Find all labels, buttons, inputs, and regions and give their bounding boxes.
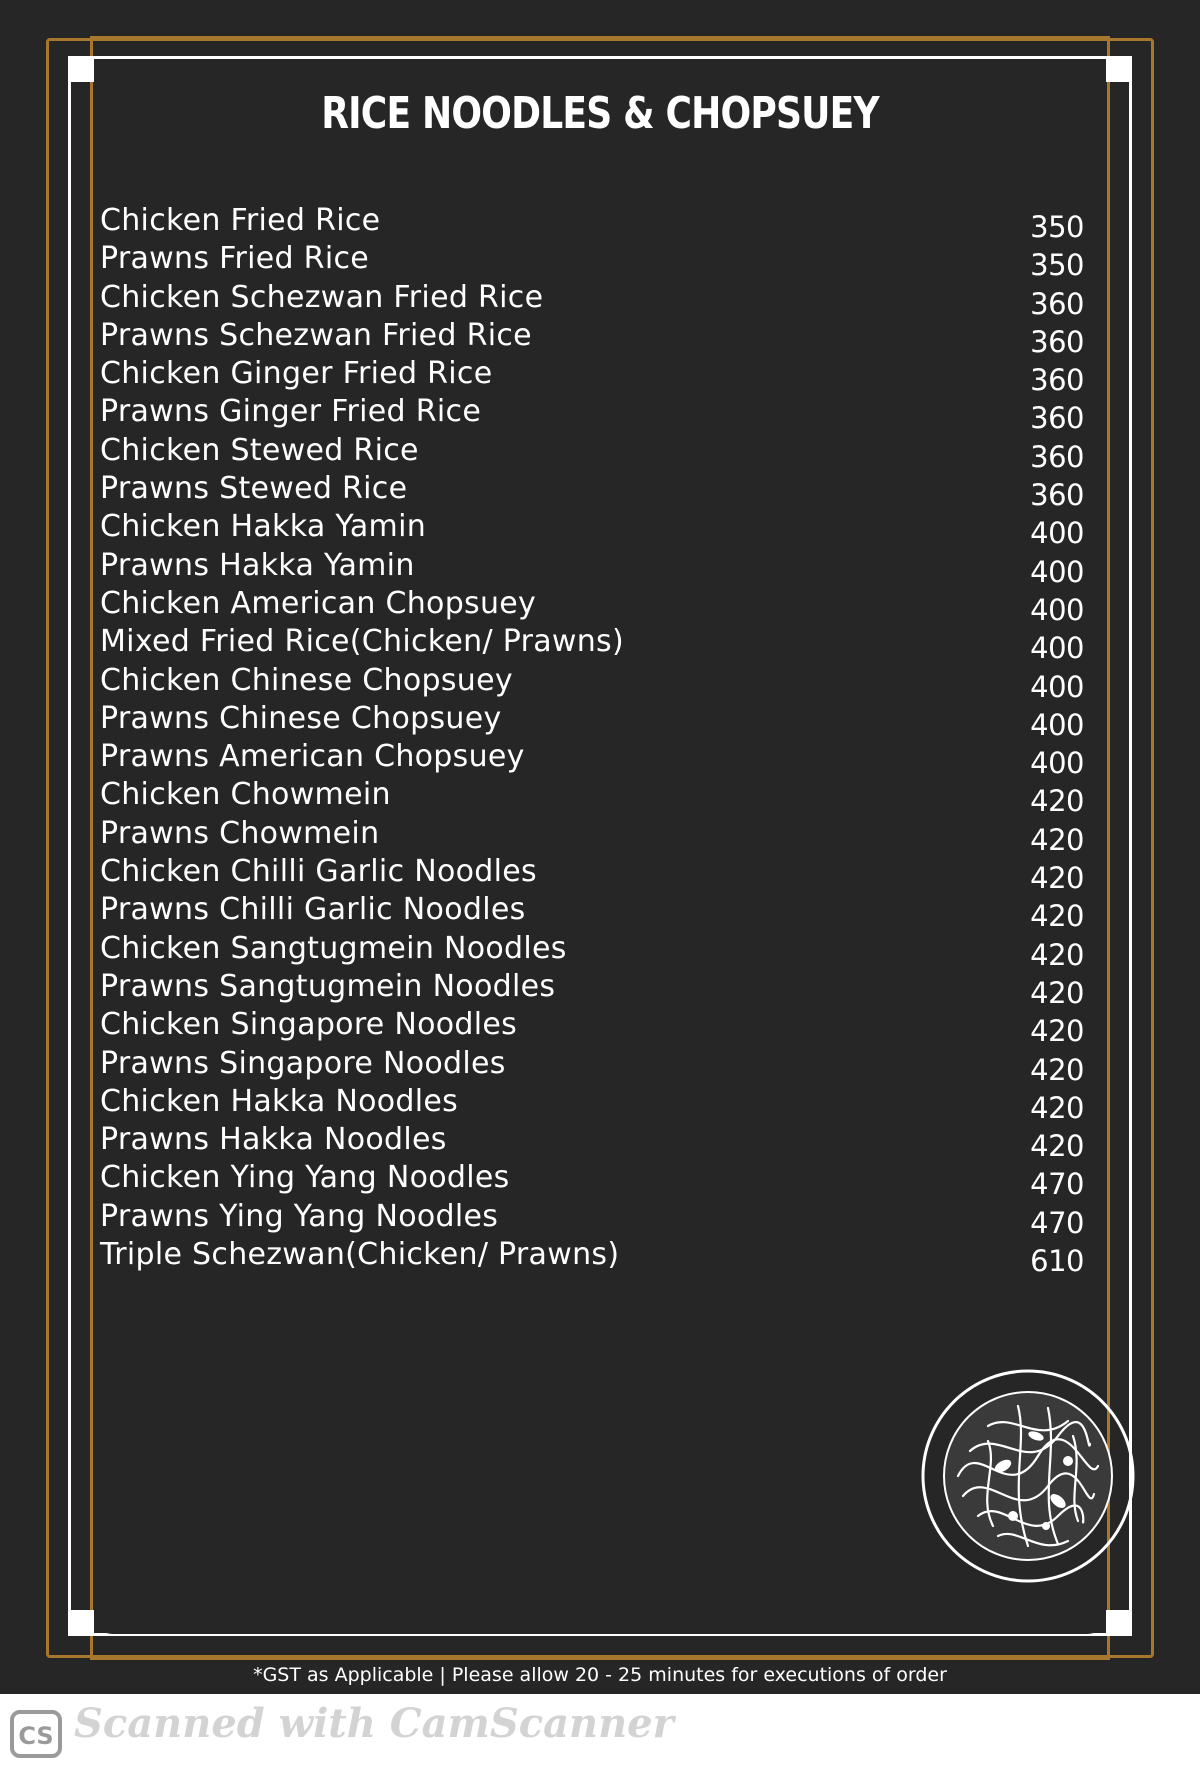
frame-corner <box>1106 56 1132 82</box>
noodle-plate-icon <box>918 1366 1138 1586</box>
item-price: 360 <box>1030 363 1084 398</box>
item-name: Prawns Fried Rice <box>100 241 370 277</box>
menu-item <box>100 891 1090 934</box>
item-price: 400 <box>1030 669 1084 704</box>
item-name: Chicken Chowmein <box>100 777 391 813</box>
menu-item <box>100 393 1090 436</box>
menu-item <box>100 1045 1090 1087</box>
menu-item <box>100 853 1090 896</box>
frame-corner <box>1106 1610 1132 1636</box>
item-price: 420 <box>1030 1090 1084 1125</box>
item-price: 420 <box>1030 975 1084 1010</box>
menu-item <box>100 1121 1090 1164</box>
item-name: Prawns Hakka Noodles <box>100 1122 447 1158</box>
item-name: Chicken Chilli Garlic Noodles <box>100 854 537 890</box>
menu-item <box>100 738 1090 781</box>
item-name: Prawns Hakka Yamin <box>100 547 415 583</box>
menu-item <box>100 1198 1090 1240</box>
item-price: 360 <box>1030 401 1084 436</box>
item-name: Chicken Chinese Chopsuey <box>100 662 513 698</box>
menu-item <box>100 968 1090 1010</box>
item-name: Prawns Chilli Garlic Noodles <box>100 892 526 928</box>
menu-item <box>100 1083 1090 1125</box>
item-name: Chicken Hakka Noodles <box>100 1083 459 1119</box>
footer-note: *GST as Applicable | Please allow 20 - 25 minutes for executions of order <box>253 1664 947 1686</box>
menu-item <box>100 432 1090 474</box>
item-price: 420 <box>1030 1129 1084 1164</box>
menu-item <box>100 355 1090 398</box>
item-name: Prawns Singapore Noodles <box>100 1045 506 1081</box>
item-price: 400 <box>1030 516 1084 551</box>
scanner-watermark-text: Scanned with CamScanner <box>74 1700 674 1747</box>
item-name: Chicken Schezwan Fried Rice <box>100 279 544 315</box>
item-name: Chicken Hakka Yamin <box>100 509 427 545</box>
item-name: Prawns American Chopsuey <box>100 739 525 775</box>
menu-item <box>100 508 1090 551</box>
menu-item <box>100 202 1090 244</box>
menu-item <box>100 240 1090 283</box>
item-name: Mixed Fried Rice(Chicken/ Prawns) <box>100 624 624 660</box>
item-name: Prawns Chowmein <box>100 815 380 851</box>
item-price: 400 <box>1030 707 1084 742</box>
item-name: Chicken Ying Yang Noodles <box>100 1160 510 1196</box>
item-price: 610 <box>1030 1244 1084 1279</box>
item-price: 420 <box>1030 822 1084 857</box>
item-price: 400 <box>1030 746 1084 781</box>
item-price: 400 <box>1030 592 1084 627</box>
menu-item <box>100 1159 1090 1202</box>
item-name: Prawns Ying Yang Noodles <box>100 1198 499 1234</box>
menu-item <box>100 279 1090 321</box>
menu-item <box>100 662 1090 704</box>
frame-corner <box>68 56 94 82</box>
item-name: Prawns Stewed Rice <box>100 471 408 507</box>
item-price: 420 <box>1030 1014 1084 1049</box>
item-name: Prawns Ginger Fried Rice <box>100 394 482 430</box>
item-price: 360 <box>1030 439 1084 474</box>
item-price: 350 <box>1030 210 1084 244</box>
item-price: 400 <box>1030 554 1084 589</box>
camscanner-logo-icon <box>10 1710 62 1758</box>
menu-item <box>100 776 1090 819</box>
item-price: 470 <box>1030 1205 1084 1240</box>
menu-item <box>100 317 1090 359</box>
item-name: Prawns Sangtugmein Noodles <box>100 968 556 1004</box>
item-price: 360 <box>1030 324 1084 359</box>
menu-list <box>100 202 1090 1279</box>
item-price: 470 <box>1030 1167 1084 1202</box>
item-price: 420 <box>1030 899 1084 934</box>
item-price: 400 <box>1030 631 1084 666</box>
item-price: 420 <box>1030 861 1084 896</box>
item-price: 360 <box>1030 478 1084 513</box>
item-name: Chicken Singapore Noodles <box>100 1007 518 1043</box>
svg-text:CS: CS <box>18 1722 54 1750</box>
menu-item <box>100 470 1090 513</box>
menu-item <box>100 930 1090 972</box>
item-name: Chicken Ginger Fried Rice <box>100 356 493 392</box>
menu-item <box>100 547 1090 589</box>
item-name: Prawns Chinese Chopsuey <box>100 700 502 736</box>
menu-title: RICE NOODLES & CHOPSUEY <box>321 88 879 139</box>
item-price: 360 <box>1030 286 1084 321</box>
item-price: 420 <box>1030 784 1084 819</box>
item-name: Triple Schezwan(Chicken/ Prawns) <box>100 1237 620 1273</box>
item-name: Prawns Schezwan Fried Rice <box>100 317 532 353</box>
frame-corner <box>68 1610 94 1636</box>
menu-item <box>100 1006 1090 1049</box>
item-name: Chicken Fried Rice <box>100 203 381 238</box>
item-name: Chicken Sangtugmein Noodles <box>100 930 567 966</box>
menu-item <box>100 623 1090 666</box>
item-price: 420 <box>1030 1052 1084 1087</box>
menu-item <box>100 1236 1090 1279</box>
item-name: Chicken American Chopsuey <box>100 585 537 621</box>
item-price: 420 <box>1030 937 1084 972</box>
menu-item <box>100 585 1090 627</box>
menu-item <box>100 700 1090 742</box>
item-name: Chicken Stewed Rice <box>100 432 419 468</box>
item-price: 350 <box>1030 248 1084 283</box>
menu-item <box>100 815 1090 857</box>
